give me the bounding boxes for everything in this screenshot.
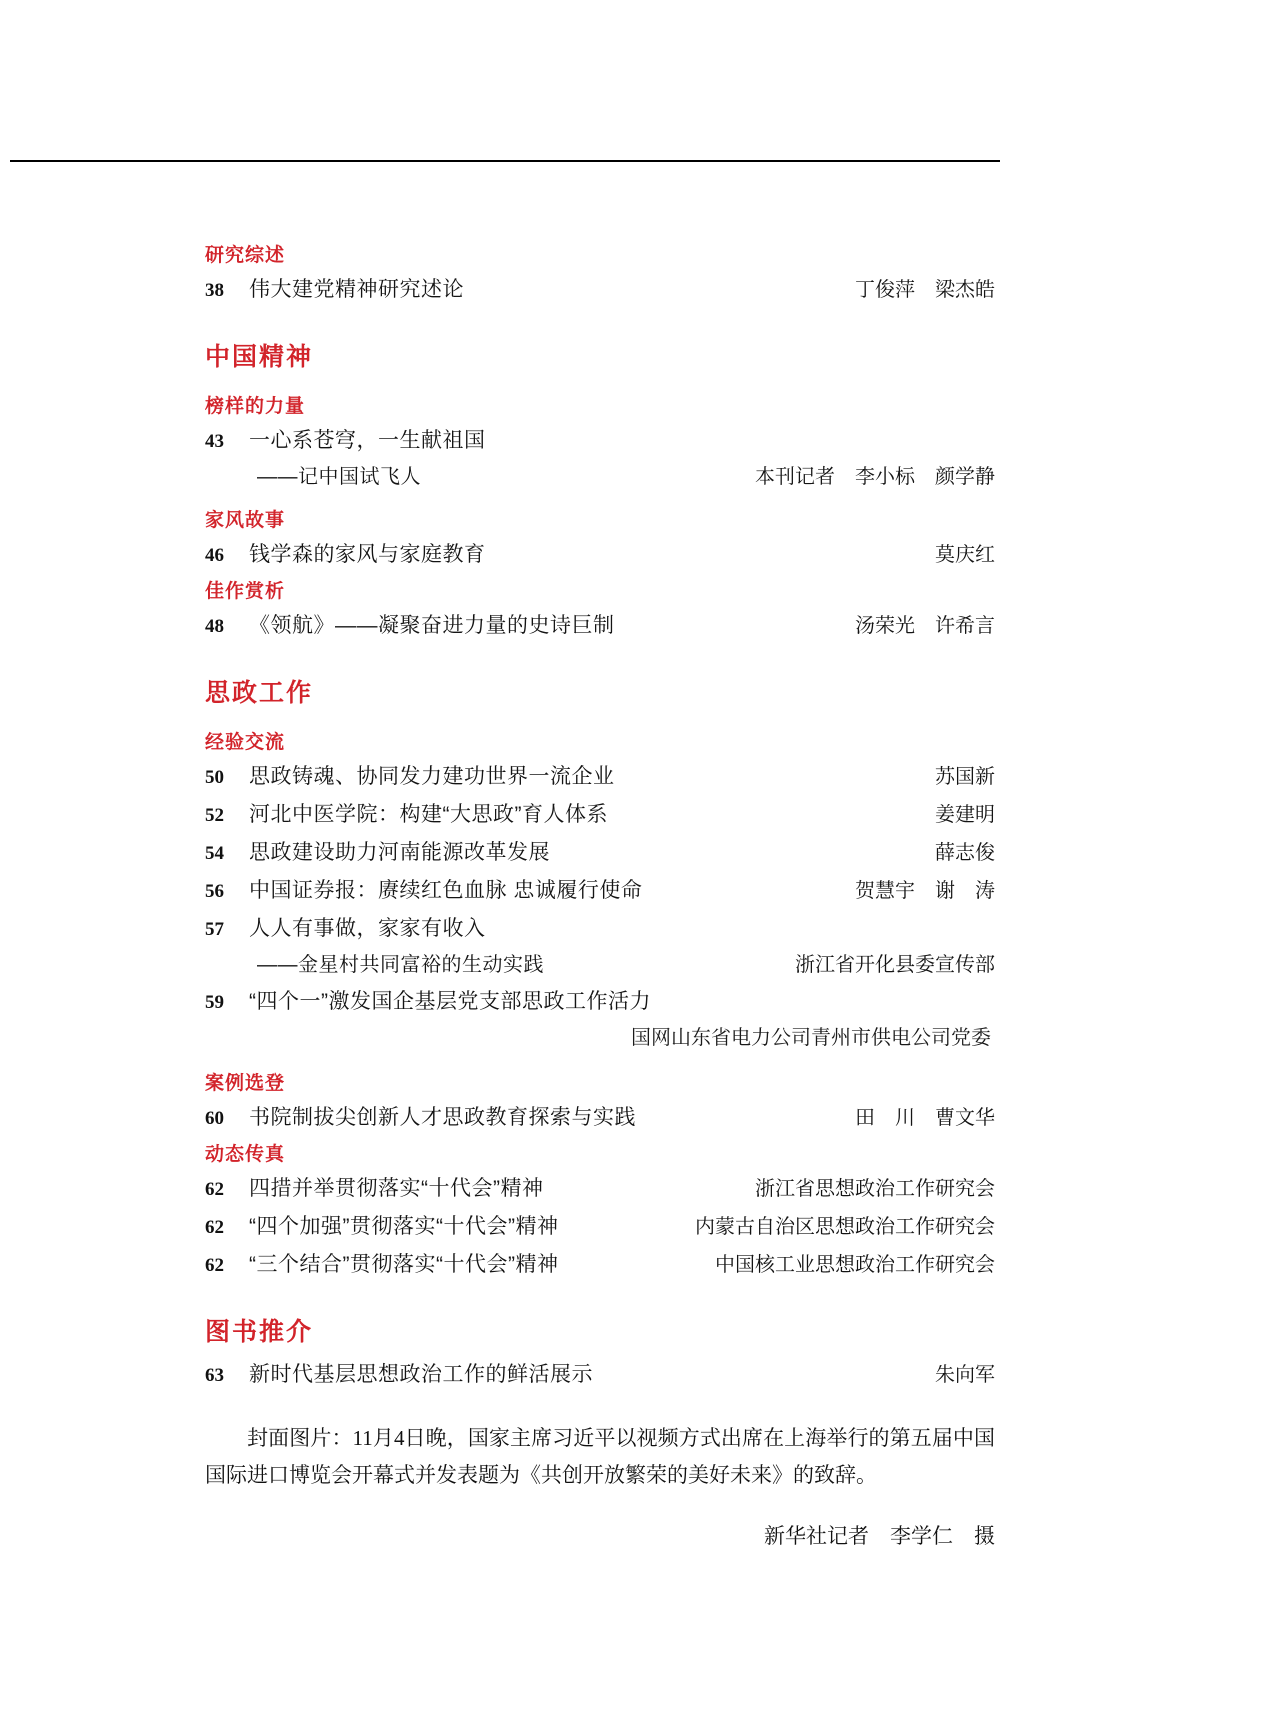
entry-title[interactable]: “四个加强”贯彻落实“十代会”精神 — [249, 1215, 559, 1238]
entry-authors: 朱向军 — [935, 1364, 995, 1386]
entry-title[interactable]: 中国证券报：赓续红色血脉 忠诚履行使命 — [249, 879, 643, 902]
cover-image-note — [205, 1420, 995, 1494]
entry-page-number: 62 — [205, 1179, 224, 1200]
subsection-heading-experience-exchange: 经验交流 — [205, 732, 286, 753]
entry-page-number: 54 — [205, 843, 224, 864]
cover-image-credit: 新华社记者 李学仁 摄 — [764, 1524, 995, 1548]
toc-entry[interactable] — [205, 538, 995, 568]
section-heading-book-recommendation: 图书推介 — [205, 1318, 314, 1346]
toc-entry[interactable] — [205, 1172, 995, 1202]
entry-title[interactable]: 钱学森的家风与家庭教育 — [249, 543, 486, 566]
entry-title[interactable]: 四措并举贯彻落实“十代会”精神 — [249, 1177, 544, 1200]
entry-title[interactable]: “四个一”激发国企基层党支部思政工作活力 — [249, 990, 651, 1013]
entry-authors: 苏国新 — [935, 766, 995, 788]
entry-subtitle: ——金星村共同富裕的生动实践 — [257, 954, 544, 976]
entry-authors: 汤荣光 许希言 — [855, 615, 995, 637]
entry-authors: 浙江省思想政治工作研究会 — [755, 1178, 995, 1200]
entry-title[interactable]: 思政建设助力河南能源改革发展 — [249, 841, 550, 864]
entry-page-number: 48 — [205, 616, 224, 637]
entry-authors: 中国核工业思想政治工作研究会 — [715, 1254, 995, 1276]
entry-authors: 薛志俊 — [935, 842, 995, 864]
toc-entry[interactable] — [205, 798, 995, 828]
toc-entry[interactable] — [205, 760, 995, 790]
entry-page-number: 63 — [205, 1365, 224, 1386]
entry-authors: 田 川 曹文华 — [855, 1107, 995, 1129]
toc-entry[interactable] — [205, 609, 995, 639]
entry-title[interactable]: 人人有事做，家家有收入 — [249, 917, 486, 940]
entry-page-number: 62 — [205, 1217, 224, 1238]
entry-page-number: 52 — [205, 805, 224, 826]
toc-content — [205, 240, 995, 1396]
entry-title[interactable]: 思政铸魂、协同发力建功世界一流企业 — [249, 765, 615, 788]
entry-authors: 贺慧宇 谢 涛 — [855, 880, 995, 902]
entry-page-number: 57 — [205, 919, 224, 940]
cover-note-label: 封面图片： — [247, 1426, 353, 1450]
entry-authors: 姜建明 — [935, 804, 995, 826]
entry-authors: 国网山东省电力公司青州市供电公司党委 — [631, 1027, 991, 1049]
toc-entry[interactable] — [205, 1248, 995, 1278]
entry-authors: 丁俊萍 梁杰皓 — [855, 279, 995, 301]
entry-authors: 内蒙古自治区思想政治工作研究会 — [695, 1216, 995, 1238]
entry-page-number: 38 — [205, 280, 224, 301]
cover-note-text: 11月4日晚，国家主席习近平以视频方式出席在上海举行的第五届中国国际进口博览会开幕式并发表题为《共创开放繁荣的美好未来》的致辞。 — [205, 1426, 995, 1487]
subsection-heading-news-briefs: 动态传真 — [205, 1144, 286, 1165]
toc-entry-subtitle-row — [205, 460, 995, 489]
entry-title[interactable]: 河北中医学院：构建“大思政”育人体系 — [249, 803, 608, 826]
toc-entry[interactable] — [205, 912, 995, 942]
entry-page-number: 50 — [205, 767, 224, 788]
entry-page-number: 62 — [205, 1255, 224, 1276]
entry-title[interactable]: 新时代基层思想政治工作的鲜活展示 — [249, 1363, 593, 1386]
entry-subtitle: ——记中国试飞人 — [257, 466, 421, 488]
subsection-heading-selected-cases: 案例选登 — [205, 1073, 286, 1094]
entry-title[interactable]: 《领航》——凝聚奋进力量的史诗巨制 — [249, 614, 615, 637]
entry-authors: 浙江省开化县委宣传部 — [795, 954, 995, 976]
entry-page-number: 59 — [205, 992, 224, 1013]
section-heading-ideological-political-work: 思政工作 — [205, 679, 314, 707]
subsection-heading-family-tradition-stories: 家风故事 — [205, 510, 286, 531]
toc-entry[interactable] — [205, 273, 995, 303]
entry-page-number: 46 — [205, 545, 224, 566]
entry-title[interactable]: 一心系苍穹，一生献祖国 — [249, 429, 486, 452]
section-heading-research-review: 研究综述 — [205, 245, 286, 266]
entry-page-number: 43 — [205, 431, 224, 452]
toc-entry[interactable] — [205, 836, 995, 866]
entry-title[interactable]: “三个结合”贯彻落实“十代会”精神 — [249, 1253, 559, 1276]
toc-entry-subtitle-row — [205, 948, 995, 977]
header-rule — [10, 160, 1000, 162]
subsection-heading-power-of-role-models: 榜样的力量 — [205, 396, 306, 417]
entry-page-number: 60 — [205, 1108, 224, 1129]
toc-entry[interactable] — [205, 424, 995, 454]
toc-entry[interactable] — [205, 1210, 995, 1240]
section-heading-chinese-spirit: 中国精神 — [205, 343, 314, 371]
toc-entry[interactable] — [205, 1358, 995, 1388]
toc-entry[interactable] — [205, 985, 995, 1015]
entry-title[interactable]: 伟大建党精神研究述论 — [249, 278, 464, 301]
subsection-heading-masterpiece-appreciation: 佳作赏析 — [205, 581, 286, 602]
entry-title[interactable]: 书院制拔尖创新人才思政教育探索与实践 — [249, 1106, 636, 1129]
toc-entry[interactable] — [205, 1101, 995, 1131]
toc-entry[interactable] — [205, 874, 995, 904]
entry-authors: 莫庆红 — [935, 544, 995, 566]
entry-authors: 本刊记者 李小标 颜学静 — [755, 466, 995, 488]
entry-page-number: 56 — [205, 881, 224, 902]
